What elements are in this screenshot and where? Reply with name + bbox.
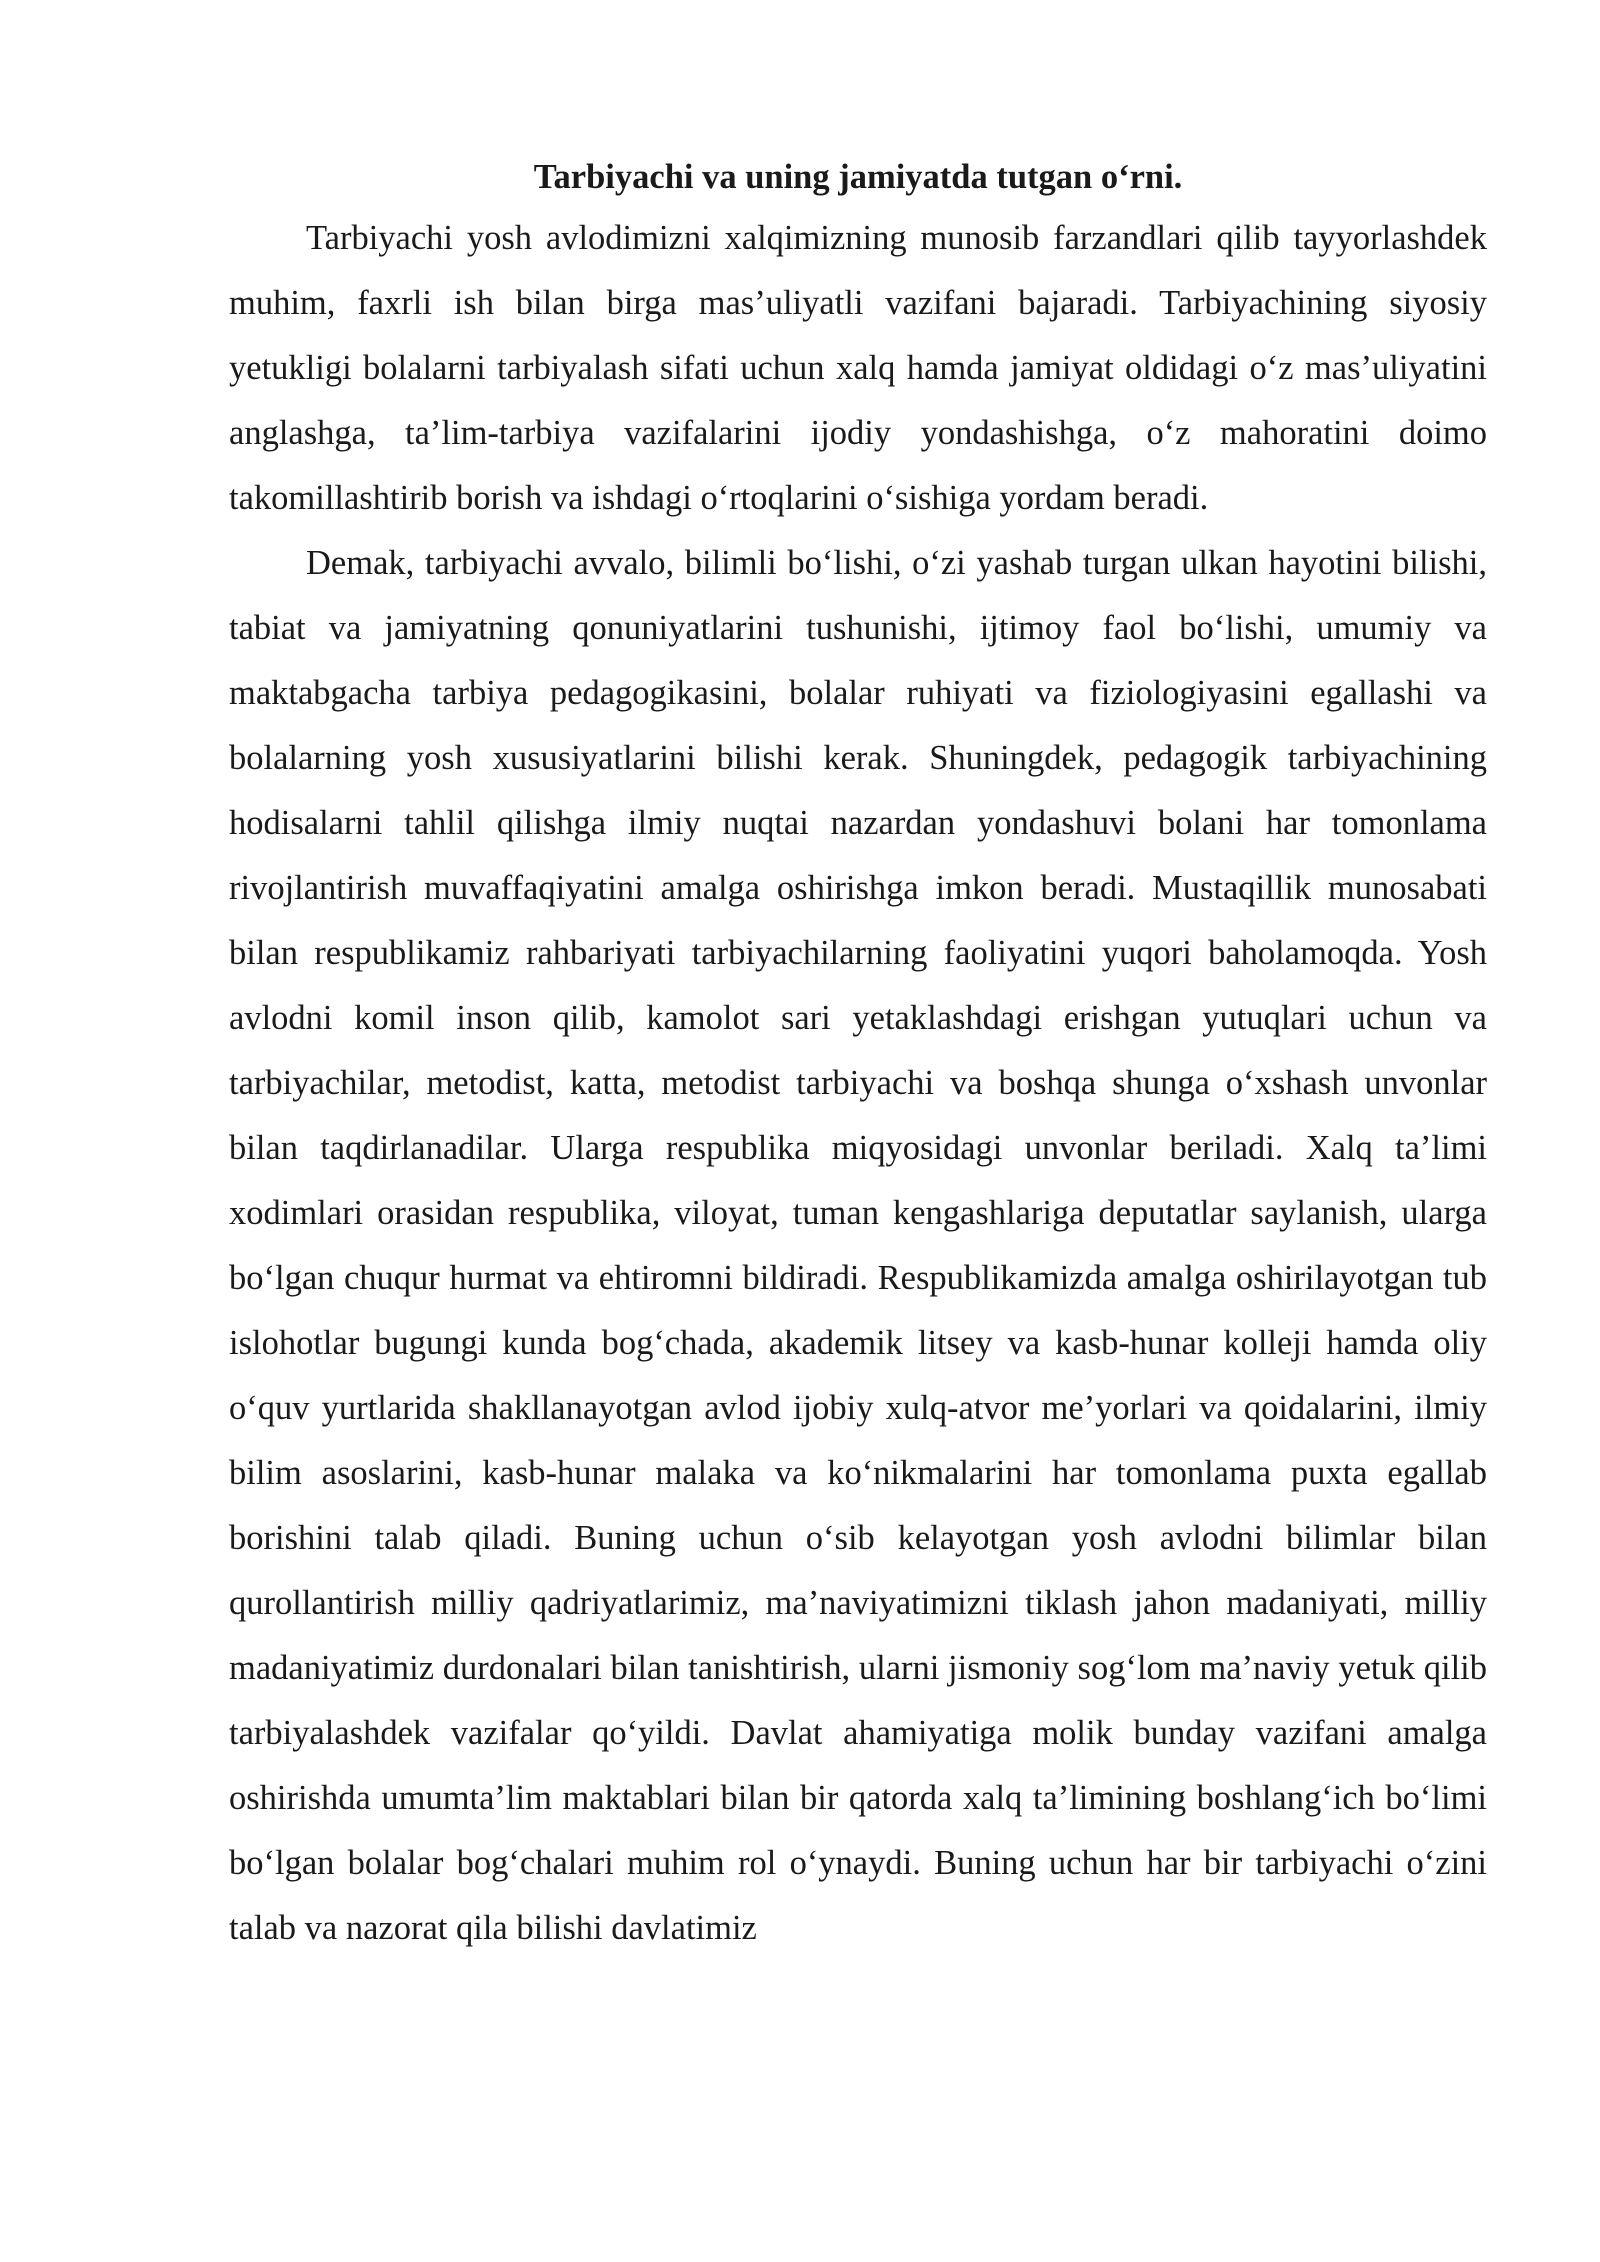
paragraph-2: Demak, tarbiyachi avvalo, bilimli bo‘lishi, o‘zi yashab turgan ulkan hayotini bilishi, tabiat va jamiyatning qonuniyatlarini tushunishi, ijtimoy faol bo‘lishi, umumiy va maktabgacha tarbiya pedagogikasini, bolalar ruhiyati va fiziologiyasini egallashi va bolalarning yosh xususiyatlarini bilishi kerak. Shuningdek, pedagogik tarbiyachining hodisalarni tahlil qilishga ilmiy nuqtai nazardan yondashuvi bolani har tomonlama rivojlantirish muvaffaqiyatini amalga oshirishga imkon beradi. Mustaqillik munosabati bilan respublikamiz rahbariyati tarbiyachilarning faoliyatini yuqori baholamoqda. Yosh avlodni komil inson qilib, kamolot sari yetaklashdagi erishgan yutuqlari uchun va tarbiyachilar, metodist, katta, metodist tarbiyachi va boshqa shunga o‘xshash unvonlar bilan taqdirlanadilar. Ularga respublika miqyosidagi unvonlar beriladi. Xalq ta’limi xodimlari orasidan respublika, viloyat, tuman kengashlariga deputatlar saylanish, ularga bo‘lgan chuqur hurmat va ehtiromni bildiradi. Respublikamizda amalga oshirilayotgan tub islohotlar bugungi kunda bog‘chada, akademik litsey va kasb-hunar kolleji hamda oliy o‘quv yurtlarida shakllanayotgan avlod ijobiy xulq-atvor me’yorlari va qoidalarini, ilmiy bilim asoslarini, kasb-hunar malaka va ko‘nikmalarini har tomonlama puxta egallab borishini talab qiladi. Buning uchun o‘sib kelayotgan yosh avlodni bilimlar bilan qurollantirish milliy qadriyatlarimiz, ma’naviyatimizni tiklash jahon madaniyati, milliy madaniyatimiz durdonalari bilan tanishtirish, ularni jismoniy sog‘lom ma’naviy yetuk qilib tarbiyalashdek vazifalar qo‘yildi. Davlat ahamiyatiga molik bunday vazifani amalga oshirishda umumta’lim maktablari bilan bir qatorda xalq ta’limining boshlang‘ich bo‘limi bo‘lgan bolalar bog‘chalari muhim rol o‘ynaydi. Buning uchun har bir tarbiyachi o‘zini talab va nazorat qila bilishi davlatimiz <box>229 544 1487 1947</box>
document-body <box>229 148 1487 1961</box>
paragraph-1: Tarbiyachi yosh avlodimizni xalqimizning munosib farzandlari qilib tayyorlashdek muhim, faxrli ish bilan birga mas’uliyatli vazifani bajaradi. Tarbiyachining siyosiy yetukligi bolalarni tarbiyalash sifati uchun xalq hamda jamiyat oldidagi o‘z mas’uliyatini anglashga, ta’lim-tarbiya vazifalarini ijodiy yondashishga, o‘z mahoratini doimo takomillashtirib borish va ishdagi o‘rtoqlarini o‘sishiga yordam beradi. <box>229 219 1487 517</box>
document-title: Tarbiyachi va uning jamiyatda tutgan o‘rni. <box>533 158 1183 196</box>
